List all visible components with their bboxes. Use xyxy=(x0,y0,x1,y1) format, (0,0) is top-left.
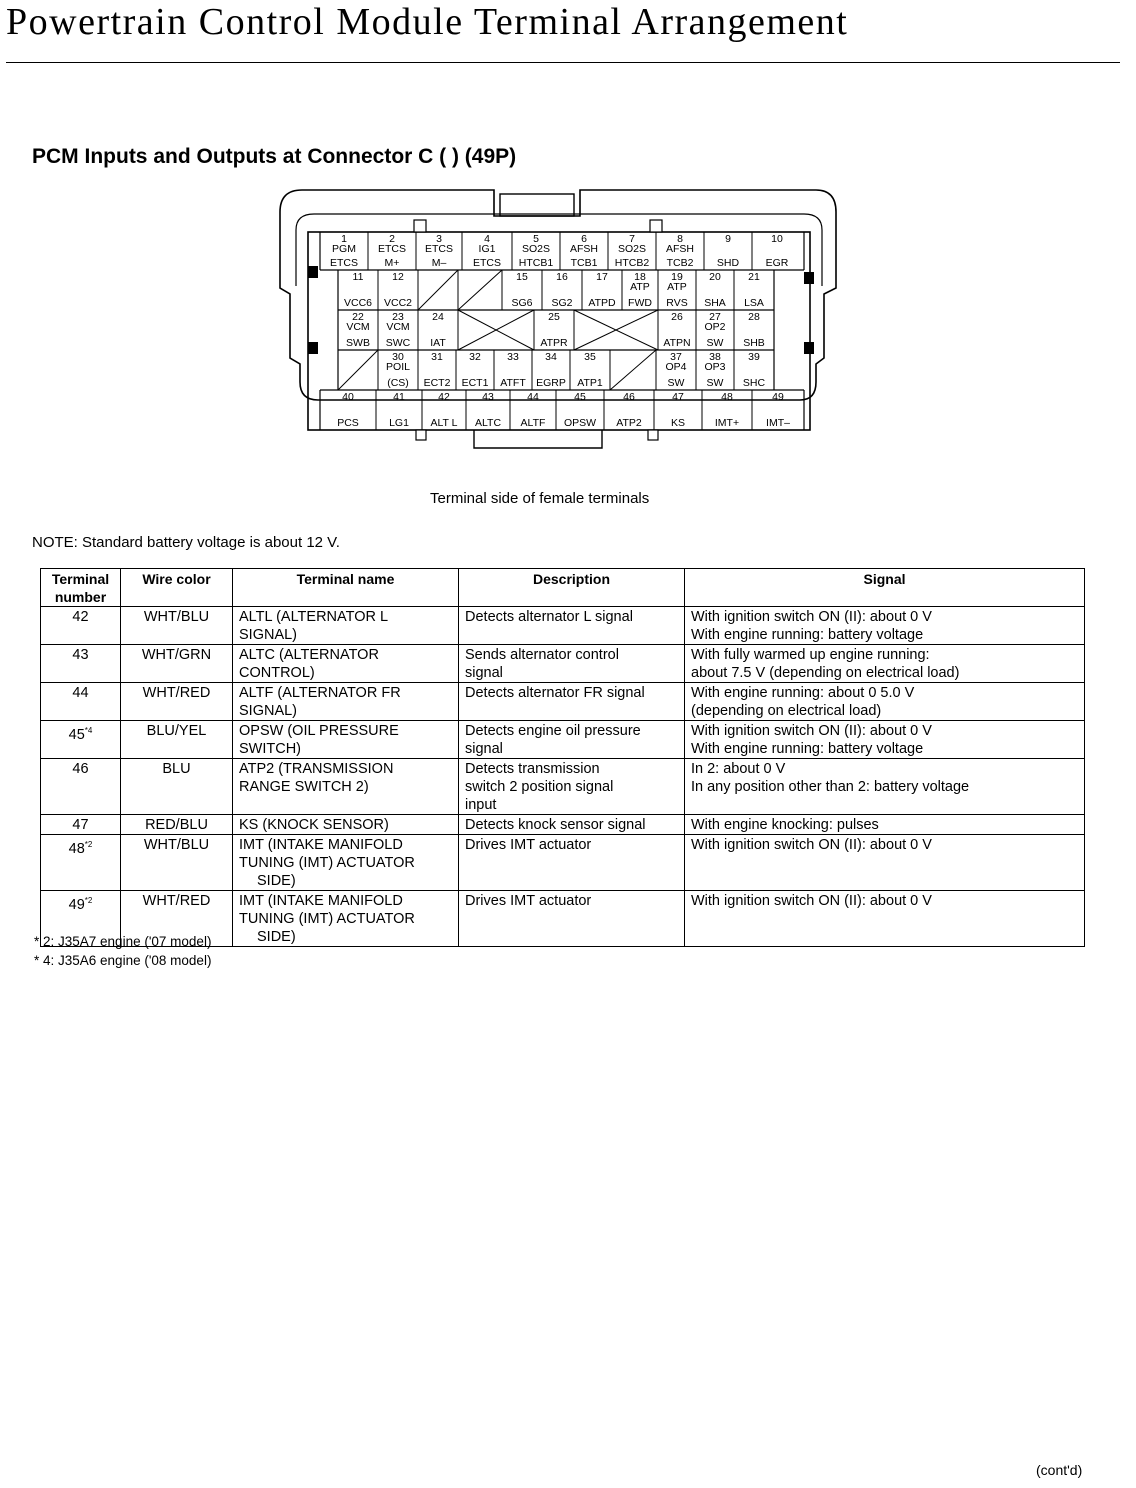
header-description: Description xyxy=(459,569,685,607)
terminal-label: 28 xyxy=(748,311,760,323)
cell-terminal-name xyxy=(233,721,459,759)
terminal-label: ECT2 xyxy=(423,377,451,389)
footnote: * 4: J35A6 engine ('08 model) xyxy=(34,953,212,968)
cell-wire-color: WHT/BLU xyxy=(121,607,233,645)
terminal-label: 26 xyxy=(671,311,683,323)
terminal-label: 16 xyxy=(556,271,568,283)
cell-line: With fully warmed up engine running: xyxy=(691,647,930,663)
cell-line: With ignition switch ON (II): about 0 V xyxy=(691,837,932,853)
terminal-label: SHA xyxy=(704,297,726,309)
terminal-label: EGR xyxy=(765,257,789,269)
terminal-label: 44 xyxy=(527,391,539,403)
cell-description xyxy=(459,891,685,947)
cell-line: (depending on electrical load) xyxy=(691,703,882,719)
terminal-label: HTCB2 xyxy=(614,257,650,269)
terminal-label: FWD xyxy=(628,297,652,309)
terminal-label: 31 xyxy=(431,351,443,363)
terminal-label: OP3 xyxy=(704,361,726,373)
cell-line: SIGNAL) xyxy=(239,627,298,643)
cell-line: TUNING (IMT) ACTUATOR xyxy=(239,855,415,871)
cell-line: Sends alternator control xyxy=(465,647,619,663)
cell-signal xyxy=(685,835,1085,891)
connector-caption: Terminal side of female terminals xyxy=(430,490,650,507)
table-row xyxy=(41,835,1085,891)
terminal-label: ATPN xyxy=(663,337,691,349)
cell-wire-color: BLU xyxy=(121,759,233,815)
title-divider xyxy=(6,62,1120,63)
table-row xyxy=(41,607,1085,645)
terminal-label: KS xyxy=(670,417,686,429)
terminal-label: HTCB1 xyxy=(518,257,554,269)
terminal-label: SHD xyxy=(716,257,740,269)
terminal-label: SWB xyxy=(346,337,370,349)
terminal-label: OPSW xyxy=(563,417,597,429)
cell-signal xyxy=(685,759,1085,815)
terminal-label: 22 xyxy=(352,311,364,323)
terminal-table xyxy=(40,568,1085,947)
terminal-number: 49 xyxy=(68,896,85,913)
terminal-label: ATP2 xyxy=(616,417,642,429)
terminal-label: SWC xyxy=(385,337,411,349)
cell-terminal-name xyxy=(233,645,459,683)
table-row xyxy=(41,683,1085,721)
terminal-label: SG2 xyxy=(551,297,573,309)
cell-line: With engine knocking: pulses xyxy=(691,817,879,833)
cell-terminal xyxy=(41,607,121,645)
cell-line: Detects knock sensor signal xyxy=(465,817,646,833)
cell-line: about 7.5 V (depending on electrical load) xyxy=(691,665,960,681)
cell-wire-color: WHT/BLU xyxy=(121,835,233,891)
terminal-label: ECT1 xyxy=(461,377,489,389)
cell-line: SIGNAL) xyxy=(239,703,298,719)
table-row xyxy=(41,721,1085,759)
footnote: * 2: J35A7 engine ('07 model) xyxy=(34,934,212,949)
terminal-label: 19 xyxy=(671,271,683,283)
terminal-number: 45 xyxy=(68,726,85,743)
terminal-label: SG6 xyxy=(511,297,533,309)
terminal-label: SW xyxy=(706,337,724,349)
terminal-label: LG1 xyxy=(389,417,409,429)
terminal-label: ATP xyxy=(630,281,650,293)
terminal-label: EGRP xyxy=(536,377,566,389)
terminal-label: 7 xyxy=(629,233,635,245)
cell-terminal xyxy=(41,645,121,683)
cell-terminal-name xyxy=(233,815,459,835)
header-name: Terminal name xyxy=(233,569,459,607)
terminal-label: 5 xyxy=(533,233,539,245)
cell-line: CONTROL) xyxy=(239,665,315,681)
cell-signal xyxy=(685,815,1085,835)
section-heading: PCM Inputs and Outputs at Connector C ( ) (49P) xyxy=(32,145,517,168)
battery-note: NOTE: Standard battery voltage is about 12 V. xyxy=(32,534,340,551)
terminal-label: IMT– xyxy=(766,417,790,429)
terminal-label: 38 xyxy=(709,351,721,363)
table-row xyxy=(41,645,1085,683)
cell-description xyxy=(459,835,685,891)
terminal-label: ALT L xyxy=(430,417,458,429)
connector-diagram xyxy=(276,186,842,452)
page-title: Powertrain Control Module Terminal Arrangement xyxy=(6,1,849,43)
cell-description xyxy=(459,683,685,721)
cell-terminal-name xyxy=(233,607,459,645)
footnote-marker: *2 xyxy=(84,896,93,905)
cell-line: OPSW (OIL PRESSURE xyxy=(239,723,399,739)
cell-signal xyxy=(685,891,1085,947)
cell-line: In 2: about 0 V xyxy=(691,761,786,777)
terminal-label: SW xyxy=(667,377,685,389)
cell-line: IMT (INTAKE MANIFOLD xyxy=(239,837,403,853)
cell-wire-color: WHT/GRN xyxy=(121,645,233,683)
cell-description xyxy=(459,607,685,645)
terminal-label: 6 xyxy=(581,233,587,245)
terminal-label: 43 xyxy=(482,391,494,403)
table-header-row xyxy=(41,569,1085,607)
cell-line: With engine running: battery voltage xyxy=(691,741,924,757)
terminal-label: ATP xyxy=(667,281,687,293)
terminal-label: SO2S xyxy=(617,243,647,255)
terminal-label: M– xyxy=(431,257,447,269)
terminal-label: SO2S xyxy=(521,243,551,255)
terminal-label: PGM xyxy=(332,243,356,255)
terminal-label: 17 xyxy=(596,271,608,283)
terminal-label: ETCS xyxy=(377,243,407,255)
terminal-label: ATFT xyxy=(500,377,526,389)
cell-signal xyxy=(685,645,1085,683)
terminal-label: SHB xyxy=(743,337,765,349)
cell-line: Drives IMT actuator xyxy=(465,837,592,853)
terminal-label: LSA xyxy=(744,297,764,309)
header-signal: Signal xyxy=(685,569,1085,607)
cell-terminal xyxy=(41,815,121,835)
terminal-label: SW xyxy=(706,377,724,389)
cell-line: Detects transmission xyxy=(465,761,600,777)
cell-terminal xyxy=(41,759,121,815)
terminal-label: 42 xyxy=(438,391,450,403)
cell-description xyxy=(459,645,685,683)
terminal-label: 37 xyxy=(670,351,682,363)
cell-description xyxy=(459,759,685,815)
terminal-label: VCM xyxy=(386,321,410,333)
terminal-label: 32 xyxy=(469,351,481,363)
terminal-number: 44 xyxy=(72,685,89,701)
terminal-label: AFSH xyxy=(569,243,599,255)
terminal-number: 42 xyxy=(72,609,89,625)
terminal-label: ATPR xyxy=(540,337,568,349)
cell-wire-color: WHT/RED xyxy=(121,891,233,947)
terminal-label: TCB1 xyxy=(570,257,598,269)
cell-line: TUNING (IMT) ACTUATOR xyxy=(239,911,415,927)
terminal-label: 11 xyxy=(352,271,364,283)
terminal-label: 24 xyxy=(432,311,444,323)
terminal-label: OP4 xyxy=(665,361,687,373)
cell-line: ALTL (ALTERNATOR L xyxy=(239,609,389,625)
terminal-label: 46 xyxy=(623,391,635,403)
terminal-label: IAT xyxy=(430,337,446,349)
cell-line: RANGE SWITCH 2) xyxy=(239,779,369,795)
cell-line: Detects alternator L signal xyxy=(465,609,633,625)
terminal-label: M+ xyxy=(384,257,400,269)
terminal-number: 48 xyxy=(68,840,85,857)
terminal-label: 47 xyxy=(672,391,684,403)
cell-signal xyxy=(685,721,1085,759)
cell-wire-color: RED/BLU xyxy=(121,815,233,835)
cell-line: Detects alternator FR signal xyxy=(465,685,645,701)
terminal-label: RVS xyxy=(666,297,688,309)
footnote-marker: *2 xyxy=(84,840,93,849)
terminal-number: 47 xyxy=(72,817,89,833)
terminal-label: 23 xyxy=(392,311,404,323)
cell-line: Detects engine oil pressure xyxy=(465,723,641,739)
cell-description xyxy=(459,721,685,759)
terminal-label: 18 xyxy=(634,271,646,283)
terminal-label: 21 xyxy=(748,271,760,283)
cell-line: signal xyxy=(465,741,503,757)
terminal-label: ATPD xyxy=(588,297,616,309)
terminal-label: 2 xyxy=(389,233,395,245)
cell-terminal-name xyxy=(233,759,459,815)
terminal-label: ALTC xyxy=(474,417,502,429)
terminal-number: 43 xyxy=(72,647,89,663)
cell-terminal-name xyxy=(233,891,459,947)
grid-line xyxy=(610,350,656,390)
terminal-number: 46 xyxy=(72,761,89,777)
terminal-label: VCC6 xyxy=(343,297,373,309)
cell-terminal xyxy=(41,683,121,721)
terminal-label: 45 xyxy=(574,391,586,403)
cell-line: IMT (INTAKE MANIFOLD xyxy=(239,893,403,909)
terminal-label: 25 xyxy=(548,311,560,323)
terminal-label: ATP1 xyxy=(577,377,603,389)
table-row xyxy=(41,815,1085,835)
table-row xyxy=(41,759,1085,815)
header-terminal: Terminal number xyxy=(41,569,121,607)
cell-description xyxy=(459,815,685,835)
terminal-label: 33 xyxy=(507,351,519,363)
terminal-label: 12 xyxy=(392,271,404,283)
terminal-label: 3 xyxy=(436,233,442,245)
cell-line: input xyxy=(465,797,497,813)
terminal-label: POIL xyxy=(386,361,410,373)
cell-signal xyxy=(685,607,1085,645)
terminal-label: ETCS xyxy=(329,257,359,269)
cell-line: switch 2 position signal xyxy=(465,779,614,795)
terminal-label: 20 xyxy=(709,271,721,283)
cell-signal xyxy=(685,683,1085,721)
cell-terminal xyxy=(41,721,121,759)
terminal-label: VCM xyxy=(346,321,370,333)
terminal-label: AFSH xyxy=(665,243,695,255)
terminal-label: 34 xyxy=(545,351,557,363)
terminal-label: IG1 xyxy=(478,243,496,255)
grid-line xyxy=(338,350,378,390)
terminal-label: 35 xyxy=(584,351,596,363)
terminal-label: ETCS xyxy=(472,257,502,269)
terminal-label: 27 xyxy=(709,311,721,323)
grid-line xyxy=(458,270,502,310)
terminal-label: 10 xyxy=(771,233,783,245)
cell-line: ALTC (ALTERNATOR xyxy=(239,647,379,663)
footnote-marker: *4 xyxy=(84,726,93,735)
cell-line: ALTF (ALTERNATOR FR xyxy=(239,685,401,701)
cell-line: With ignition switch ON (II): about 0 V xyxy=(691,723,932,739)
terminal-label: 4 xyxy=(484,233,490,245)
cell-terminal-name xyxy=(233,835,459,891)
terminal-label: IMT+ xyxy=(714,417,740,429)
terminal-label: 30 xyxy=(392,351,404,363)
terminal-label: 8 xyxy=(677,233,683,245)
grid-line xyxy=(418,270,458,310)
cell-terminal xyxy=(41,835,121,891)
cell-line: In any position other than 2: battery voltage xyxy=(691,779,970,795)
terminal-label: VCC2 xyxy=(383,297,413,309)
cell-wire-color: WHT/RED xyxy=(121,683,233,721)
cell-line: SWITCH) xyxy=(239,741,302,757)
cell-line: With engine running: about 0 5.0 V xyxy=(691,685,915,701)
terminal-label: (CS) xyxy=(387,377,409,389)
cell-line: Drives IMT actuator xyxy=(465,893,592,909)
cell-line: KS (KNOCK SENSOR) xyxy=(239,817,389,833)
cell-line: SIDE) xyxy=(257,929,296,945)
terminal-label: 48 xyxy=(721,391,733,403)
terminal-label: SHC xyxy=(742,377,766,389)
terminal-label: ETCS xyxy=(424,243,454,255)
cell-line: signal xyxy=(465,665,503,681)
terminal-label: 9 xyxy=(725,233,731,245)
terminal-label: 40 xyxy=(342,391,354,403)
terminal-label: OP2 xyxy=(704,321,726,333)
cell-line: ATP2 (TRANSMISSION xyxy=(239,761,394,777)
cell-terminal-name xyxy=(233,683,459,721)
cell-line: SIDE) xyxy=(257,873,296,889)
cell-line: With engine running: battery voltage xyxy=(691,627,924,643)
terminal-label: 15 xyxy=(516,271,528,283)
header-wire: Wire color xyxy=(121,569,233,607)
cell-wire-color: BLU/YEL xyxy=(121,721,233,759)
continued-label: (cont'd) xyxy=(1036,1462,1083,1478)
terminal-label: TCB2 xyxy=(666,257,694,269)
terminal-label: PCS xyxy=(337,417,359,429)
terminal-label: 1 xyxy=(341,233,347,245)
terminal-label: 49 xyxy=(772,391,784,403)
terminal-label: ALTF xyxy=(520,417,546,429)
cell-line: With ignition switch ON (II): about 0 V xyxy=(691,893,932,909)
cell-line: With ignition switch ON (II): about 0 V xyxy=(691,609,932,625)
terminal-label: 41 xyxy=(393,391,405,403)
terminal-label: 39 xyxy=(748,351,760,363)
